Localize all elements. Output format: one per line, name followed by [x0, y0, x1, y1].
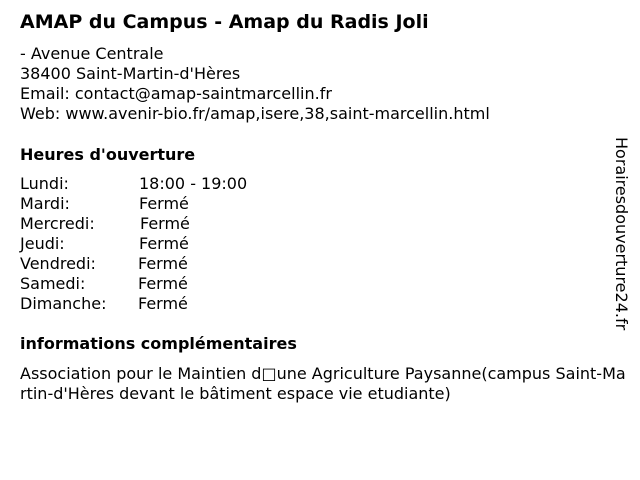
- page-title: AMAP du Campus - Amap du Radis Joli: [20, 11, 429, 33]
- day-label: Samedi:: [20, 274, 86, 293]
- day-label: Jeudi:: [20, 234, 65, 253]
- hours-value: 18:00 - 19:00: [139, 174, 248, 193]
- email-line: Email: contact@amap-saintmarcellin.fr: [20, 84, 332, 103]
- info-heading: informations complémentaires: [20, 334, 297, 353]
- day-label: Lundi:: [20, 174, 69, 193]
- day-label: Dimanche:: [20, 294, 107, 313]
- day-label: Mardi:: [20, 194, 70, 213]
- hours-value: Fermé: [138, 254, 188, 273]
- hours-heading: Heures d'ouverture: [20, 145, 196, 164]
- hours-value: Fermé: [140, 214, 190, 233]
- hours-value: Fermé: [138, 294, 188, 313]
- day-label: Mercredi:: [20, 214, 95, 233]
- day-label: Vendredi:: [20, 254, 96, 273]
- address-block: [20, 44, 490, 124]
- hours-value: Fermé: [138, 274, 188, 293]
- web-line: Web: www.avenir-bio.fr/amap,isere,38,saint-marcellin.html: [20, 104, 490, 123]
- street-address: - Avenue Centrale: [20, 44, 164, 63]
- side-watermark: Horairesdouverture24.fr: [612, 137, 631, 331]
- info-description: Association pour le Maintien d□une Agriculture Paysanne(campus Saint-Martin-d'Hères devant le bâtiment espace vie etudiante): [20, 364, 626, 403]
- hours-value: Fermé: [139, 194, 189, 213]
- city-address: 38400 Saint-Martin-d'Hères: [20, 64, 241, 83]
- hours-value: Fermé: [139, 234, 189, 253]
